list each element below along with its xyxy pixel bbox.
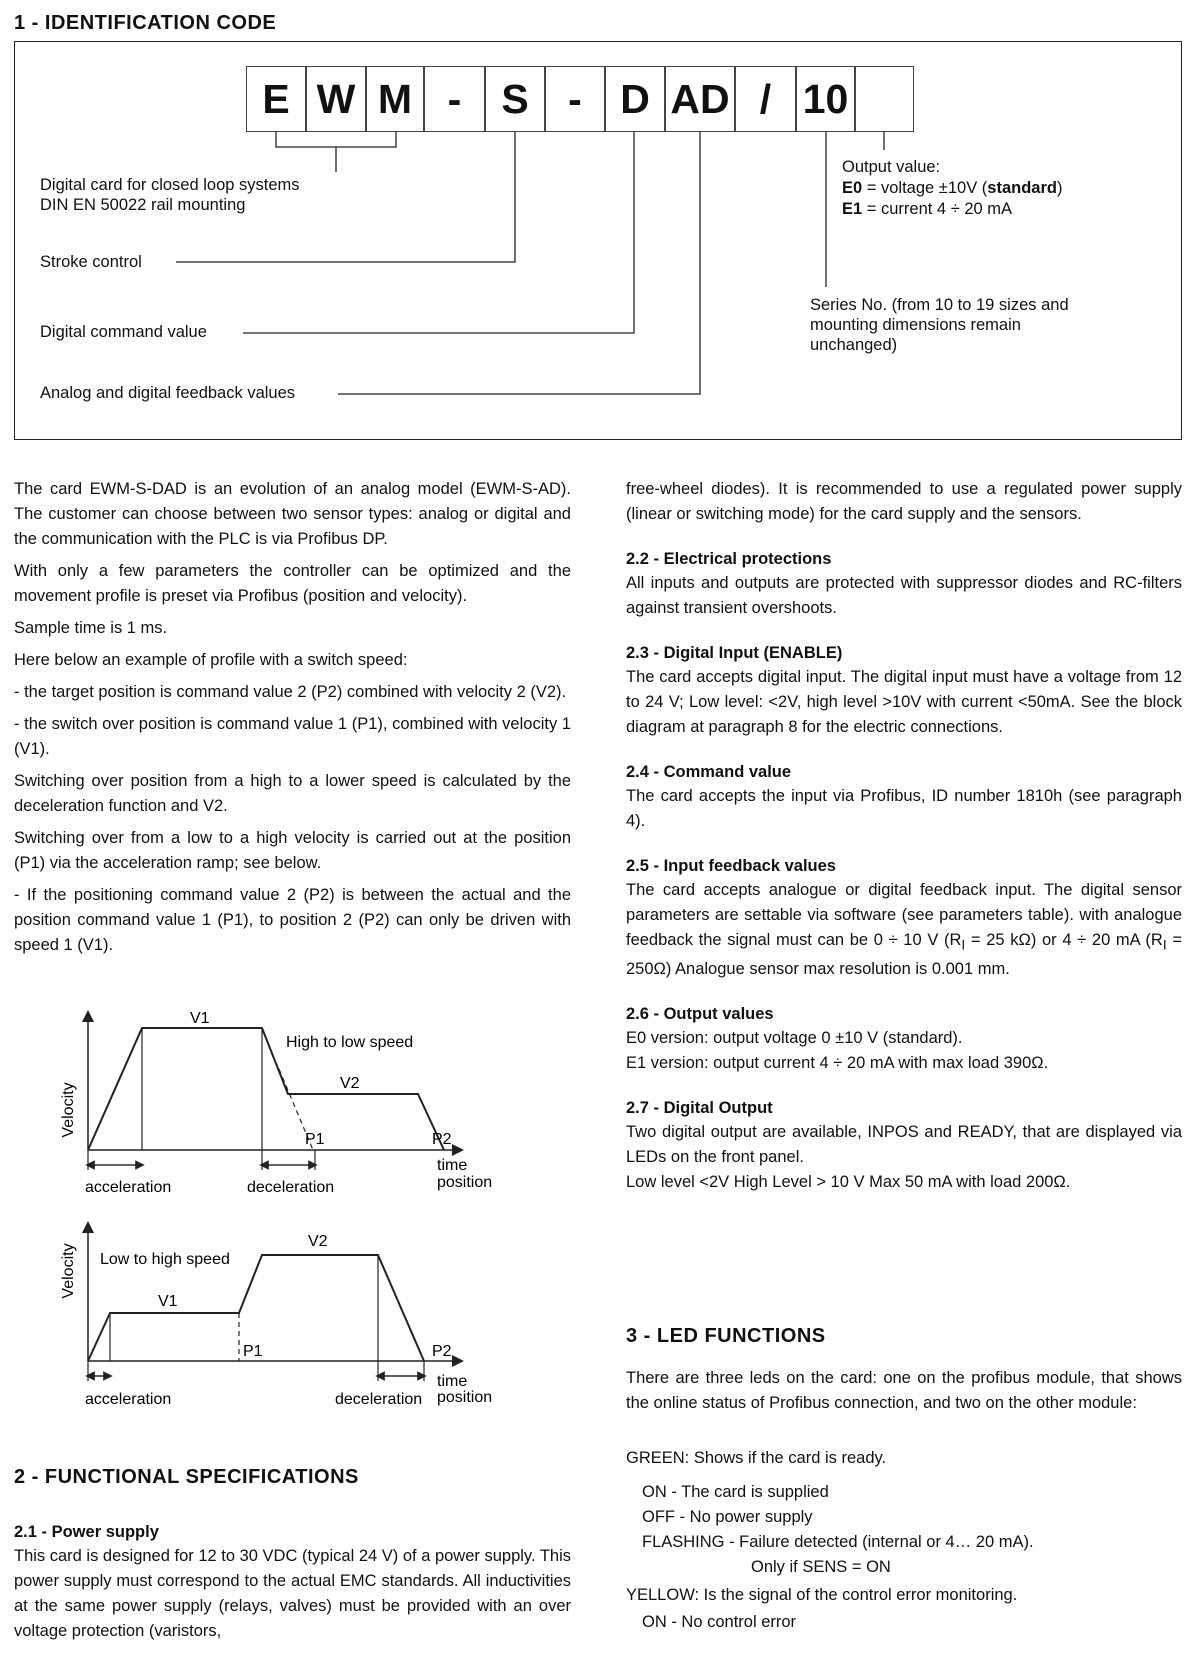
code-cell-4: -: [424, 66, 485, 132]
left-column: [14, 477, 571, 965]
diagram2-accel-label: acceleration: [85, 1391, 172, 1408]
led-yellow-description: YELLOW: Is the signal of the control error monitoring.: [626, 1586, 1018, 1604]
feedback-text-part-a: The card accepts analogue or digital feedback input. The digital sensor parameters are settable via software (see parameters table). with analogue feedback the signal must can be 0 ÷ 10 V (R: [626, 881, 1182, 949]
subsection-title-digital-input: 2.3 - Digital Input (ENABLE): [626, 644, 843, 662]
code-connector-lines: [0, 0, 1200, 440]
profile-example-paragraph: Here below an example of profile with a switch speed:: [14, 651, 408, 669]
label-card-line2: DIN EN 50022 rail mounting: [40, 196, 246, 214]
diagram1-ylabel: Velocity: [60, 1082, 77, 1138]
subsection-title-command-value: 2.4 - Command value: [626, 763, 792, 781]
e0-standard: standard: [987, 179, 1057, 197]
right-column: [626, 477, 1182, 1215]
code-cell-7: D: [605, 66, 665, 132]
subsection-title-input-feedback-values: 2.5 - Input feedback values: [626, 857, 836, 875]
diagram1-position-label: position: [437, 1174, 493, 1191]
feedback-text-part-b: = 25 kΩ) or 4 ÷ 20 mA (R: [965, 931, 1163, 949]
high-to-low-paragraph: Switching over position from a high to a lower speed is calculated by the deceleration function and V2.: [14, 772, 571, 815]
e1-text: = current 4 ÷ 20 mA: [862, 200, 1013, 218]
feedback-subscript-1: I: [961, 937, 966, 953]
target-position-paragraph: - the target position is command value 2 (P2) combined with velocity 2 (V2).: [14, 683, 567, 701]
label-series-line1: Series No. (from 10 to 19 sizes and: [810, 296, 1069, 314]
sample-time-paragraph: Sample time is 1 ms.: [14, 619, 168, 637]
low-to-high-paragraph: Switching over from a low to a high velocity is carried out at the position (P1) via the acceleration ramp; see below.: [14, 829, 571, 872]
diagram2-ylabel: Velocity: [60, 1243, 77, 1299]
e0-code: E0: [842, 179, 863, 197]
led-green-description: GREEN: Shows if the card is ready.: [626, 1449, 887, 1467]
e1-code: E1: [842, 200, 863, 218]
diagram1-v1-label: V1: [190, 1010, 210, 1027]
diagram2-position-label: position: [437, 1389, 493, 1406]
led-green-on: ON - The card is supplied: [642, 1483, 829, 1501]
diagram2-v2-label: V2: [308, 1233, 328, 1250]
diagram2-decel-label: deceleration: [335, 1391, 423, 1408]
led-functions-text: There are three leds on the card: one on the profibus module, that shows the online status of Profibus connection, and two on the other module:: [626, 1369, 1182, 1412]
subsection-title-output-values: 2.6 - Output values: [626, 1005, 774, 1024]
led-yellow-on: ON - No control error: [642, 1613, 797, 1631]
diagram1-p1-label: P1: [305, 1131, 325, 1148]
code-cell-3: M: [366, 66, 424, 132]
section-title-identification-code: 1 - IDENTIFICATION CODE: [14, 12, 277, 34]
diagram2-title: Low to high speed: [100, 1251, 230, 1268]
feedback-text-part-c: = 250Ω) Analogue sensor max resolution is 0.001 mm.: [626, 931, 1182, 979]
label-stroke-control: Stroke control: [40, 253, 142, 271]
led-green-flashing-condition: Only if SENS = ON: [751, 1558, 891, 1576]
code-cell-9: /: [735, 66, 796, 132]
power-supply-text: This card is designed for 12 to 30 VDC (typical 24 V) of a power supply. This power supply must correspond to the actual EMC standards. All inductivities at the same power supply (relays, valves) must be provided with an over voltage protection (varistors,: [14, 1547, 571, 1640]
switch-over-paragraph: - the switch over position is command value 1 (P1), combined with velocity 1 (V1).: [14, 715, 571, 758]
code-cell-5: S: [485, 66, 545, 132]
code-cell-8: AD: [665, 66, 735, 132]
velocity-profile-low-to-high: [40, 1221, 550, 1431]
label-card-line1: Digital card for closed loop systems: [40, 176, 300, 194]
output-values-line2: E1 version: output current 4 ÷ 20 mA with max load 390Ω.: [626, 1054, 1049, 1073]
code-cell-2: W: [306, 66, 366, 132]
digital-output-levels: Low level <2V High Level > 10 V Max 50 mA with load 200Ω.: [626, 1173, 1071, 1192]
diagram2-p1-label: P1: [243, 1343, 263, 1360]
diagram1-decel-label: deceleration: [247, 1179, 335, 1196]
subsection-title-power-supply: 2.1 - Power supply: [14, 1523, 159, 1541]
diagram1-accel-label: acceleration: [85, 1179, 172, 1196]
feedback-subscript-2: I: [1162, 937, 1167, 953]
label-series-line2: mounting dimensions remain: [810, 316, 1021, 334]
subsection-title-electrical-protections: 2.2 - Electrical protections: [626, 550, 832, 568]
electrical-protections-text: All inputs and outputs are protected with suppressor diodes and RC-filters against transient overshoots.: [626, 574, 1182, 617]
code-cell-10: 10: [796, 66, 855, 132]
diagram1-p2-label: P2: [432, 1131, 452, 1148]
power-supply-continued-text: free-wheel diodes). It is recommended to use a regulated power supply (linear or switching mode) for the card supply and the sensors.: [626, 480, 1182, 523]
label-feedback-values: Analog and digital feedback values: [40, 384, 296, 402]
digital-input-text: The card accepts digital input. The digital input must have a voltage from 12 to 24 V; Low level: <2V, high level >10V with current <50mA. See the block diagram at paragraph 8 for the electric connections.: [626, 668, 1182, 736]
section-title-functional-specifications: 2 - FUNCTIONAL SPECIFICATIONS: [14, 1466, 359, 1488]
diagram1-time-label: time: [437, 1157, 468, 1174]
code-cell-1: E: [246, 66, 306, 132]
e0-text: = voltage ±10V (: [862, 179, 988, 197]
output-values-line1: E0 version: output voltage 0 ±10 V (standard).: [626, 1029, 963, 1048]
input-feedback-text: [626, 878, 1182, 982]
label-output-e0: [842, 178, 1062, 198]
diagram2-time-label: time: [437, 1373, 468, 1390]
command-value-text: The card accepts the input via Profibus, ID number 1810h (see paragraph 4).: [626, 787, 1182, 830]
diagram2-p2-label: P2: [432, 1343, 452, 1360]
diagram2-v1-label: V1: [158, 1293, 178, 1310]
intro-paragraph: The card EWM-S-DAD is an evolution of an analog model (EWM-S-AD). The customer can choose between two sensor types: analog or digital and the communication with the PLC is via Profibus DP.: [14, 480, 571, 548]
diagram1-title: High to low speed: [286, 1034, 414, 1051]
led-green-off: OFF - No power supply: [642, 1508, 813, 1526]
velocity-profile-high-to-low: [40, 1010, 550, 1215]
parameters-paragraph: With only a few parameters the controller can be optimized and the movement profile is preset via Profibus (position and velocity).: [14, 562, 571, 605]
digital-output-text: Two digital output are available, INPOS and READY, that are displayed via LEDs on the front panel.: [626, 1123, 1182, 1167]
label-series-line3: unchanged): [810, 336, 898, 354]
subsection-title-digital-output: 2.7 - Digital Output: [626, 1099, 773, 1118]
led-green-flashing: FLASHING - Failure detected (internal or 4… 20 mA).: [642, 1533, 1034, 1551]
e0-close: ): [1056, 179, 1063, 197]
positioning-paragraph: - If the positioning command value 2 (P2) is between the actual and the position command value 1 (P1), to position 2 (P2) can only be driven with speed 1 (V1).: [14, 886, 571, 954]
diagram1-v2-label: V2: [340, 1075, 360, 1092]
section-title-led-functions: 3 - LED FUNCTIONS: [626, 1325, 826, 1347]
label-output-e1: [842, 199, 1012, 219]
label-output-value-title: Output value:: [842, 158, 941, 176]
code-cell-6: -: [545, 66, 605, 132]
label-digital-command-value: Digital command value: [40, 323, 207, 341]
